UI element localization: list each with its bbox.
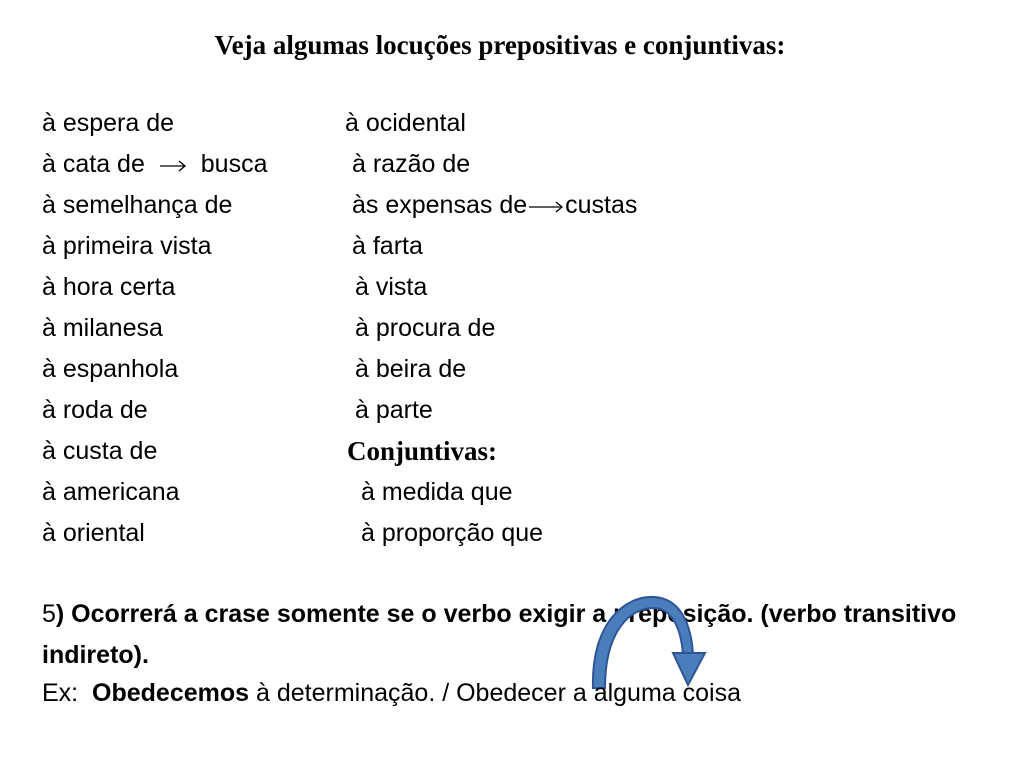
right-item-3-synonym: custas [565, 191, 638, 219]
left-item-9: à custa de [42, 437, 158, 465]
left-item-4: à primeira vista [42, 232, 212, 260]
example-rest: à determinação. / Obedecer a alguma coisa [249, 679, 741, 707]
left-item-3: à semelhança de [42, 191, 233, 219]
right-item-8: à parte [355, 396, 433, 424]
right-item-6: à procura de [355, 314, 496, 342]
example-prefix: Ex: [42, 679, 79, 707]
left-item-2-text: à cata de [42, 150, 145, 178]
right-item-3-text: às expensas de [352, 191, 528, 219]
left-item-8: à roda de [42, 396, 148, 424]
right-item-4: à farta [352, 232, 423, 260]
left-item-7: à espanhola [42, 355, 179, 383]
left-item-11: à oriental [42, 519, 145, 547]
right-item-7: à beira de [355, 355, 467, 383]
rule-5 [42, 594, 992, 676]
conjuntiva-item-1: à medida que [361, 478, 513, 506]
left-item-6: à milanesa [42, 314, 163, 342]
arrow-right-icon [527, 191, 565, 221]
rule-text: ) Ocorrerá a crase somente se o verbo exigir a preposição. (verbo transitivo indireto). [42, 600, 957, 669]
left-item-2-synonym: busca [200, 150, 268, 178]
arrow-right-icon [158, 150, 188, 180]
right-item-2: à razão de [352, 150, 471, 178]
left-item-5: à hora certa [42, 273, 176, 301]
conjuntivas-heading: Conjuntivas: [347, 436, 498, 466]
right-item-5: à vista [355, 273, 428, 301]
left-item-10: à americana [42, 478, 180, 506]
slide-title: Veja algumas locuções prepositivas e conjuntivas: [214, 30, 786, 60]
right-item-1: à ocidental [345, 109, 466, 137]
left-item-1: à espera de [42, 109, 175, 137]
left-item-2 [42, 149, 267, 180]
example-verb: Obedecemos [92, 679, 250, 707]
right-item-3 [352, 190, 637, 221]
example-line [42, 678, 741, 708]
conjuntiva-item-2: à proporção que [361, 519, 544, 547]
rule-number: 5 [42, 600, 56, 628]
